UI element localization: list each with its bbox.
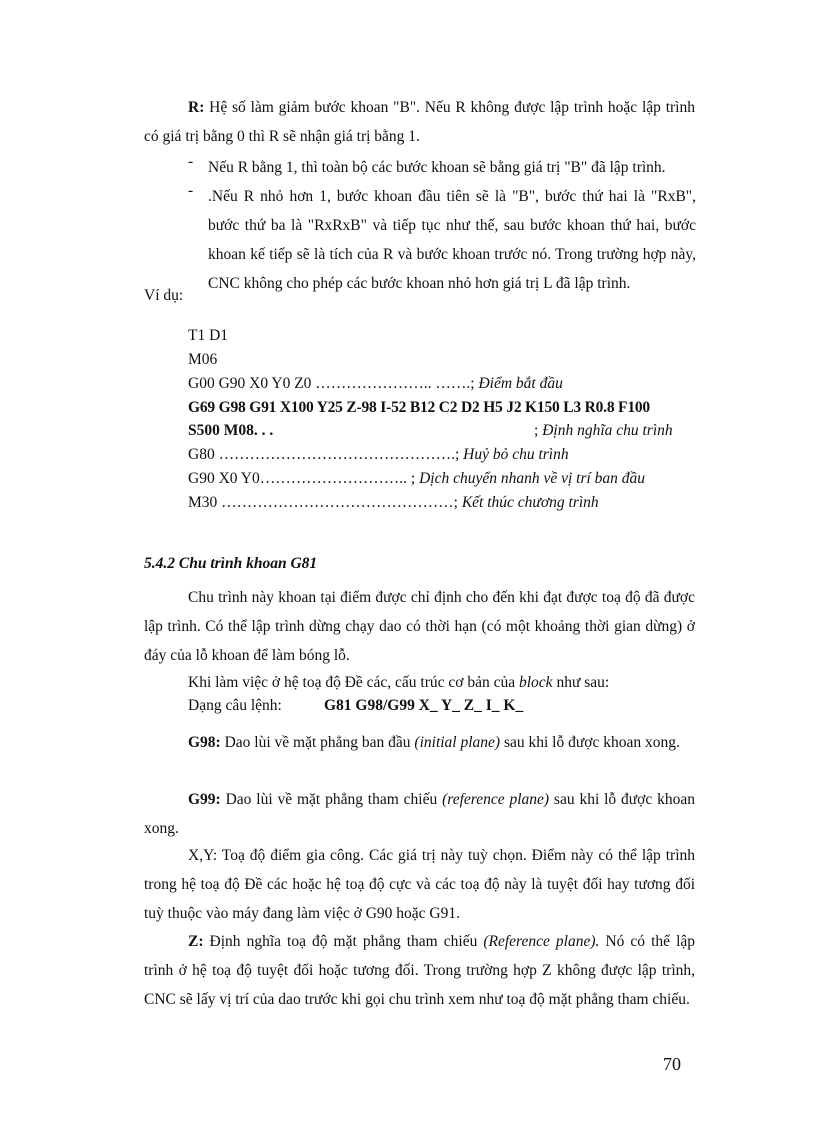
code-comment: Điểm bắt đầu [474,375,563,392]
code-line [188,446,569,464]
code-text: G00 G90 X0 Y0 Z0 ………………….. …….; [188,375,475,392]
code-text: G90 X0 Y0……………………….. ; [188,470,420,487]
syntax-label: Dạng câu lệnh: [188,697,282,714]
g99-text-end: sau khi lỗ được khoan xong. [144,791,695,837]
z-text: Định nghĩa toạ độ mặt phẳng tham chiếu [203,933,484,950]
cartesian-text: Khi làm việc ở hệ toạ độ Đề các, cấu trúc cơ bản của [188,674,519,691]
r-label: R: [188,99,205,116]
section-heading: 5.4.2 Chu trình khoan G81 [144,555,318,572]
g98-label: G98: [188,734,221,751]
z-text-end: Nó có thể lập trình ở hệ toạ độ tuyệt đối hoặc tương đối. Trong trường hợp Z không được lập trình, CNC sẽ lấy vị trí của dao trước khi gọi chu trình xem như toạ độ mặt phẳng tham chiếu. [144,933,696,1008]
g99-text: Dao lùi về mặt phẳng tham chiếu [220,791,443,808]
g99-paragraph [144,785,695,843]
g98-text: Dao lùi về mặt phẳng ban đầu [220,734,415,751]
code-comment: Huỷ bỏ chu trình [459,446,569,463]
code-semicolon: ; [534,422,543,439]
code-line [188,470,645,488]
cartesian-italic: block [518,674,553,691]
r-description: Hệ số làm giảm bước khoan "B". Nếu R không được lập trình hoặc lập trình có giá trị bằng 0 thì R sẽ nhận giá trị bằng 1. [144,99,695,145]
code-comment-line [534,422,673,440]
code-line [188,494,599,512]
code-text: G80 ……………………………………….; [188,446,460,463]
bullet-item: Nếu R bằng 1, thì toàn bộ các bước khoan sẽ bằng giá trị "B" đã lập trình. [208,159,666,176]
code-text: M30 ………………………………………; [188,494,458,511]
syntax-value: G81 G98/G99 X_ Y_ Z_ I_ K_ [324,697,524,714]
cartesian-text-end: như sau: [552,674,610,691]
cartesian-paragraph [144,668,695,697]
code-comment: Định nghĩa chu trình [542,422,673,439]
g99-label: G99: [188,791,221,808]
code-line: T1 D1 [188,327,229,344]
code-comment: Dịch chuyển nhanh về vị trí ban đầu [419,470,646,487]
z-paragraph [144,927,695,1014]
code-line-bold: S500 M08. . . [188,422,274,439]
code-line: M06 [188,351,218,368]
bullet-item: .Nếu R nhỏ hơn 1, bước khoan đầu tiên sẽ là "B", bước thứ hai là "RxB", bước thứ ba là "RxRxB" và tiếp tục như thế, sau bước khoan thứ hai, bước khoan kế tiếp sẽ là tích của R và bước khoan trước nó. Trong trường hợp này, CNC không cho phép các bước khoan nhỏ hơn giá trị L đã lập trình. [208,188,696,292]
xy-paragraph: X,Y: Toạ độ điểm gia công. Các giá trị này tuỳ chọn. Điểm này có thể lập trình trong hệ toạ độ Đề các hoặc hệ toạ độ cực và các toạ độ này là tuyệt đối hay tương đối tuỳ thuộc vào máy đang làm việc ở G90 hoặc G91. [144,847,695,922]
z-label: Z: [188,933,204,950]
code-line-bold: G69 G98 G91 X100 Y25 Z-98 I-52 B12 C2 D2 H5 J2 K150 L3 R0.8 F100 [188,399,650,416]
z-italic: (Reference plane). [483,933,600,950]
code-comment: Kết thúc chương trình [457,494,599,511]
g98-text-end: sau khi lỗ được khoan xong. [500,734,680,751]
section-intro: Chu trình này khoan tại điểm được chỉ định cho đến khi đạt được toạ độ đã được lập trình. Có thể lập trình dừng chạy dao có thời hạn (có một khoảng thời gian dừng) ở đáy của lỗ khoan để làm bóng lỗ. [144,589,695,664]
g98-paragraph [144,728,695,757]
g99-italic: (reference plane) [442,791,550,808]
bullet-dash: - [188,153,194,170]
page-number: 70 [663,1054,681,1074]
r-parameter-paragraph [144,93,695,151]
bullet-dash: - [188,182,194,199]
example-label: Ví dụ: [144,287,184,304]
code-line [188,375,563,393]
g98-italic: (initial plane) [414,734,501,751]
